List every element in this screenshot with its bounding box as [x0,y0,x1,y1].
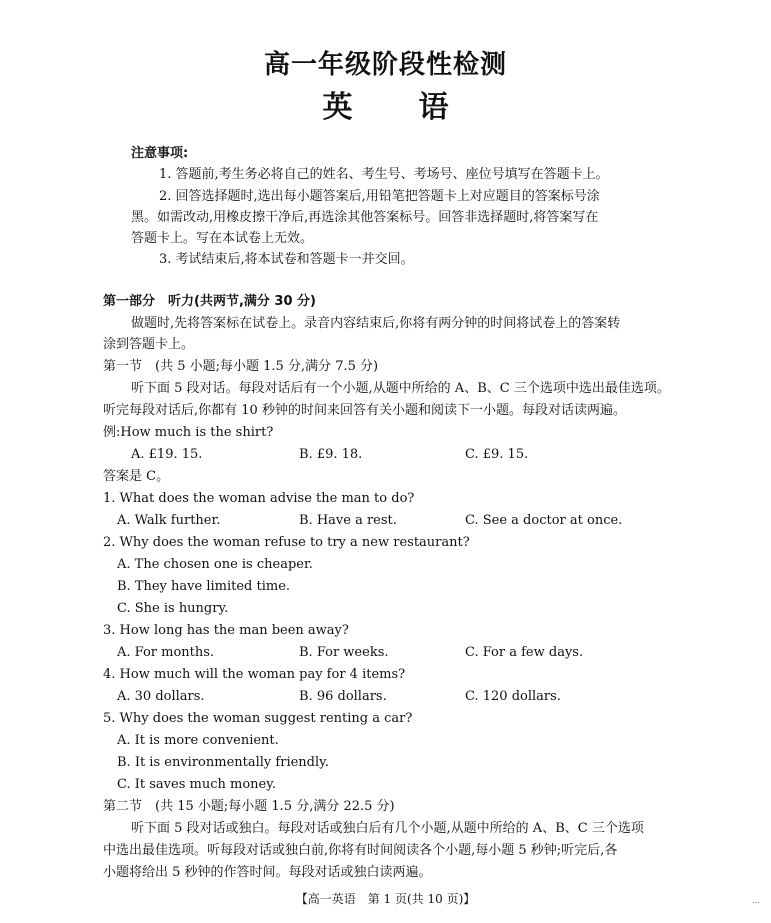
notes-heading: 注意事项: [131,146,189,161]
section1-instructions-line-1: 听下面 5 段对话。每段对话后有一个小题,从题中所给的 A、B、C 三个选项中选出最佳选项。 [131,381,670,396]
section2-instructions-line-3: 小题将给出 5 秒钟的作答时间。每段对话或独白读两遍。 [103,865,432,880]
notes-item-3: 3. 考试结束后,将本试卷和答题卡一并交回。 [159,252,414,267]
question-2-option-c: C. She is hungry. [117,601,229,616]
subject-title [0,82,771,126]
question-1-option-a: A. Walk further. [117,513,221,528]
example-question: 例:How much is the shirt? [103,425,274,440]
question-3-option-c: C. For a few days. [465,645,584,660]
notes-item-2-line-2: 黑。如需改动,用橡皮擦干净后,再选涂其他答案标号。回答非选择题时,将答案写在 [131,210,599,225]
question-1-option-c: C. See a doctor at once. [465,513,623,528]
example-option-b: B. £9. 18. [299,447,363,462]
question-3: 3. How long has the man been away? [103,623,349,638]
section2-instructions-line-2: 中选出最佳选项。听每段对话或独白前,你将有时间阅读各个小题,每小题 5 秒钟;听完后,各 [103,843,618,858]
question-2-option-a: A. The chosen one is cheaper. [117,557,313,572]
question-5-option-a: A. It is more convenient. [117,733,279,748]
notes-item-2-line-3: 答题卡上。写在本试卷上无效。 [131,231,314,246]
question-2: 2. Why does the woman refuse to try a new restaurant? [103,535,470,550]
subject-char-2: 语 [418,90,449,125]
part1-instructions-line-1: 做题时,先将答案标在试卷上。录音内容结束后,你将有两分钟的时间将试卷上的答案转 [131,316,621,331]
corner-mark: … [752,896,760,905]
example-option-a: A. £19. 15. [131,447,203,462]
question-4-option-c: C. 120 dollars. [465,689,561,704]
section1-heading: 第一节 (共 5 小题;每小题 1.5 分,满分 7.5 分) [103,359,379,374]
subject-char-1: 英 [322,90,353,125]
question-3-option-a: A. For months. [117,645,215,660]
question-4-option-a: A. 30 dollars. [117,689,205,704]
section2-heading: 第二节 (共 15 小题;每小题 1.5 分,满分 22.5 分) [103,799,395,814]
question-5-option-b: B. It is environmentally friendly. [117,755,329,770]
question-4-option-b: B. 96 dollars. [299,689,387,704]
question-2-option-b: B. They have limited time. [117,579,291,594]
notes-item-1: 1. 答题前,考生务必将自己的姓名、考生号、考场号、座位号填写在答题卡上。 [159,167,609,182]
page-footer: 【高一英语 第 1 页(共 10 页)】 [295,892,476,906]
question-5: 5. Why does the woman suggest renting a car? [103,711,413,726]
question-1: 1. What does the woman advise the man to do? [103,491,415,506]
example-answer: 答案是 C。 [103,469,170,484]
example-option-c: C. £9. 15. [465,447,529,462]
question-5-option-c: C. It saves much money. [117,777,276,792]
exam-title: 高一年级阶段性检测 [263,50,507,80]
question-4: 4. How much will the woman pay for 4 items? [103,667,406,682]
section1-instructions-line-2: 听完每段对话后,你都有 10 秒钟的时间来回答有关小题和阅读下一小题。每段对话读两遍。 [103,403,626,418]
part1-instructions-line-2: 涂到答题卡上。 [103,337,195,352]
question-1-option-b: B. Have a rest. [299,513,397,528]
section2-instructions-line-1: 听下面 5 段对话或独白。每段对话或独白后有几个小题,从题中所给的 A、B、C 三个选项 [131,821,644,836]
notes-item-2-line-1: 2. 回答选择题时,选出每小题答案后,用铅笔把答题卡上对应题目的答案标号涂 [159,189,600,204]
question-3-option-b: B. For weeks. [299,645,389,660]
part1-heading: 第一部分 听力(共两节,满分 30 分) [103,294,316,309]
